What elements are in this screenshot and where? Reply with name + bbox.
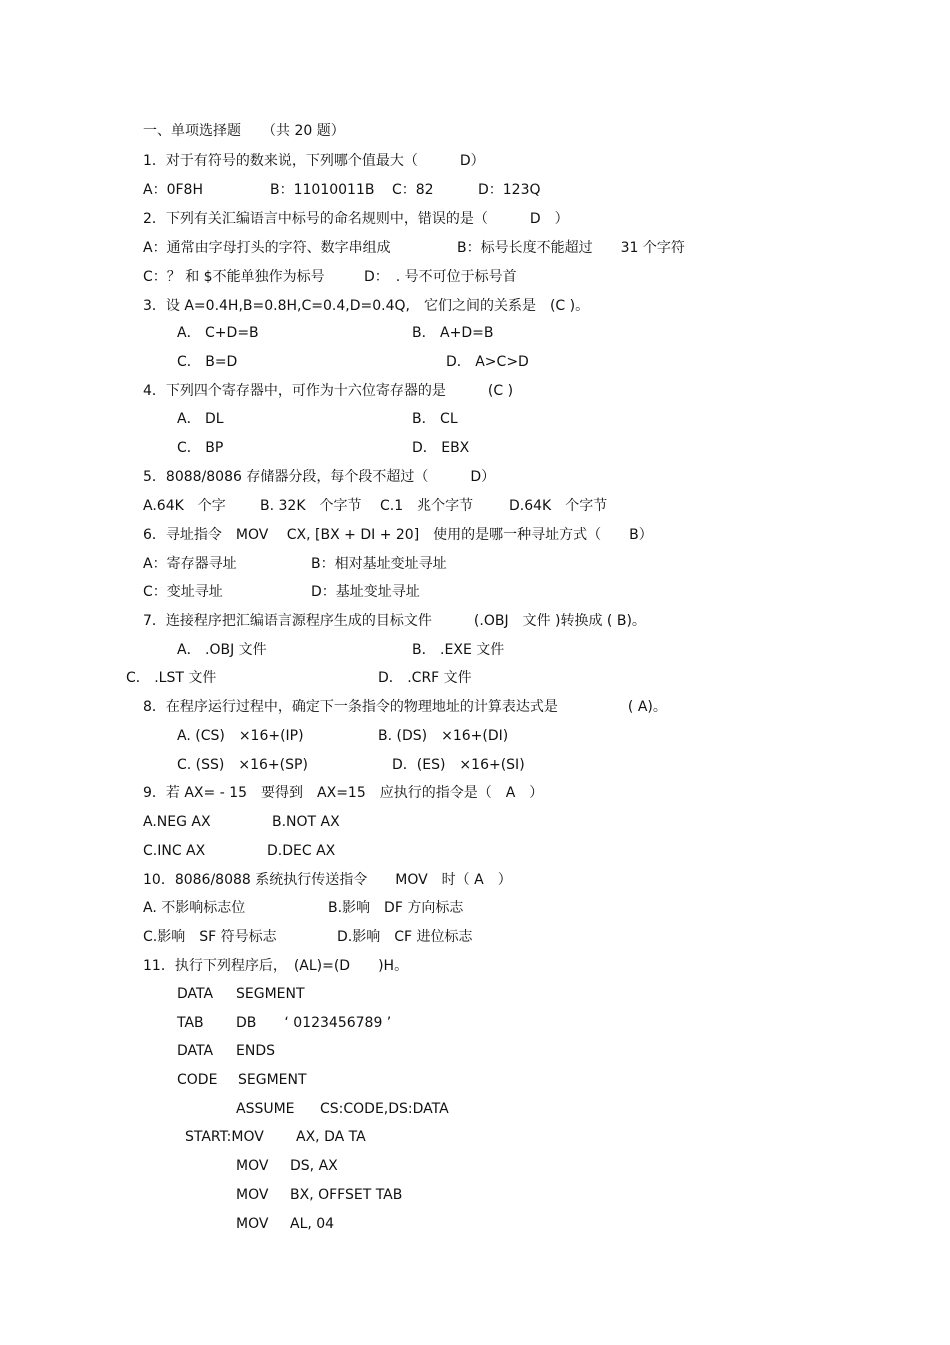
question-6-option-c: C：变址寻址: [143, 584, 223, 600]
question-7-option-c: C． .LST 文件: [126, 670, 217, 686]
code-line-operand: SEGMENT: [236, 986, 305, 1002]
question-8-option-c: C. (SS) ×16+(SP): [177, 757, 308, 773]
question-1-option-b: B：11010011B: [270, 182, 375, 198]
code-line-label: DATA: [177, 1043, 214, 1059]
question-5-option-b: B. 32K 个字节: [260, 498, 362, 514]
code-line-label: TAB: [177, 1015, 204, 1031]
code-line-label: DATA: [177, 986, 214, 1002]
question-9-stem: 9．若 AX= - 15 要得到 AX=15 应执行的指令是（ A ）: [143, 785, 544, 801]
question-3-option-d: D． A>C>D: [446, 354, 529, 370]
code-line-operand: SEGMENT: [238, 1072, 307, 1088]
question-2-stem: 2．下列有关汇编语言中标号的命名规则中，错误的是（ D ）: [143, 211, 569, 227]
question-6-option-d: D：基址变址寻址: [311, 584, 420, 600]
question-1-stem: 1．对于有符号的数来说，下列哪个值最大（ D）: [143, 153, 485, 169]
code-line-label: MOV: [236, 1216, 269, 1232]
question-5-option-c: C.1 兆个字节: [380, 498, 474, 514]
question-4-stem: 4．下列四个寄存器中，可作为十六位寄存器的是 (C ): [143, 383, 514, 399]
question-5-option-a: A.64K 个字: [143, 498, 226, 514]
question-6-option-b: B：相对基址变址寻址: [311, 556, 447, 572]
question-10-option-b: B.影响 DF 方向标志: [328, 900, 464, 916]
question-4-option-b: B． CL: [412, 411, 458, 427]
question-8-option-b: B. (DS) ×16+(DI): [378, 728, 509, 744]
question-4-option-c: C． BP: [177, 440, 224, 456]
code-line-operand: ENDS: [236, 1043, 275, 1059]
code-line-operand: DS, AX: [290, 1158, 338, 1174]
question-1-option-c: C：82: [392, 182, 434, 198]
question-8-option-d: D．(ES) ×16+(SI): [392, 757, 525, 773]
question-7-option-a: A． .OBJ 文件: [177, 642, 267, 658]
question-5-option-d: D.64K 个字节: [509, 498, 608, 514]
question-5-stem: 5．8088/8086 存储器分段，每个段不超过（ D）: [143, 469, 496, 485]
question-2-option-c: C：？ 和 $不能单独作为标号: [143, 269, 325, 285]
code-line-label: MOV: [236, 1158, 269, 1174]
question-4-option-d: D． EBX: [412, 440, 470, 456]
question-3-option-a: A． C+D=B: [177, 325, 259, 341]
code-line-operand: BX, OFFSET TAB: [290, 1187, 403, 1203]
question-9-option-a: A.NEG AX: [143, 814, 211, 830]
question-10-option-d: D.影响 CF 进位标志: [337, 929, 473, 945]
question-7-stem: 7．连接程序把汇编语言源程序生成的目标文件 (.OBJ 文件 )转换成 ( B)。: [143, 613, 646, 629]
question-1-option-a: A：0F8H: [143, 182, 203, 198]
question-9-option-b: B.NOT AX: [272, 814, 340, 830]
code-line-label: ASSUME: [236, 1101, 295, 1117]
code-line-label: CODE: [177, 1072, 218, 1088]
question-2-option-a: A：通常由字母打头的字符、数字串组成: [143, 240, 391, 256]
code-line-operand: AL, 04: [290, 1216, 335, 1232]
code-line-label: MOV: [236, 1187, 269, 1203]
question-10-option-a: A. 不影响标志位: [143, 900, 246, 916]
question-6-stem: 6．寻址指令 MOV CX, [BX + DI + 20] 使用的是哪一种寻址方式（ B）: [143, 527, 653, 543]
question-9-option-d: D.DEC AX: [267, 843, 336, 859]
question-11-stem: 11．执行下列程序后， (AL)=(D )H。: [143, 958, 409, 974]
code-line-operand: AX, DA TA: [296, 1129, 366, 1145]
question-4-option-a: A． DL: [177, 411, 224, 427]
question-1-option-d: D：123Q: [478, 182, 541, 198]
code-line-operand: DB ‘ 0123456789 ’: [236, 1015, 392, 1031]
question-9-option-c: C.INC AX: [143, 843, 206, 859]
question-6-option-a: A：寄存器寻址: [143, 556, 237, 572]
question-7-option-d: D． .CRF 文件: [378, 670, 472, 686]
question-8-option-a: A. (CS) ×16+(IP): [177, 728, 304, 744]
question-8-stem: 8．在程序运行过程中，确定下一条指令的物理地址的计算表达式是 ( A)。: [143, 699, 667, 715]
section-title: 一、单项选择题 （共 20 题）: [143, 123, 345, 139]
question-10-option-c: C.影响 SF 符号标志: [143, 929, 277, 945]
question-3-stem: 3．设 A=0.4H,B=0.8H,C=0.4,D=0.4Q, 它们之间的关系是 (C )。: [143, 298, 590, 314]
question-10-stem: 10．8086/8088 系统执行传送指令 MOV 时（ A ）: [143, 872, 512, 888]
code-line-operand: CS:CODE,DS:DATA: [320, 1101, 449, 1117]
question-3-option-b: B． A+D=B: [412, 325, 494, 341]
code-line-label: START:MOV: [185, 1129, 264, 1145]
question-2-option-d: D： . 号不可位于标号首: [364, 269, 517, 285]
question-2-option-b: B：标号长度不能超过 31 个字符: [457, 240, 685, 256]
question-3-option-c: C． B=D: [177, 354, 238, 370]
question-7-option-b: B． .EXE 文件: [412, 642, 505, 658]
